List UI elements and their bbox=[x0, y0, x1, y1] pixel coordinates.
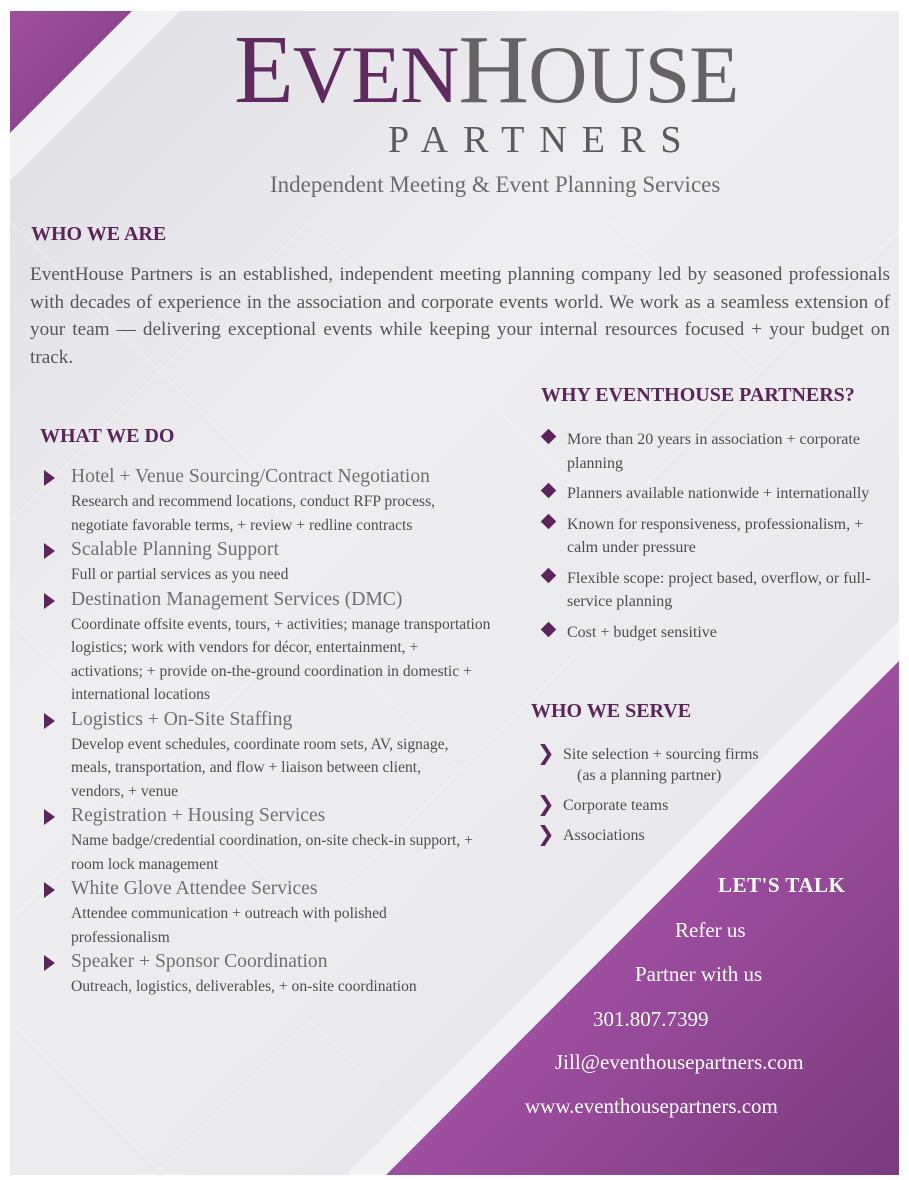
diamond-bullet-icon bbox=[541, 621, 557, 637]
service-title: Scalable Planning Support bbox=[71, 539, 279, 560]
brand-logo bbox=[234, 16, 874, 181]
logo-wordmark bbox=[234, 16, 739, 124]
service-title: Logistics + On-Site Staffing bbox=[71, 708, 293, 730]
serve-item bbox=[531, 822, 871, 846]
triangle-bullet-icon bbox=[44, 470, 55, 486]
why-item-text: More than 20 years in association + corporate planning bbox=[567, 431, 860, 472]
service-description: Coordinate offsite events, tours, + activities; manage transportation logistics; work with vendors for décor, entertainment, + activations; + provide on-the-ground coordination in domestic + international locations bbox=[71, 615, 491, 703]
service-description: Research and recommend locations, conduct RFP process, negotiate favorable terms, + review + redline contracts bbox=[71, 493, 436, 534]
why-list bbox=[531, 428, 871, 651]
serve-list bbox=[531, 741, 871, 855]
triangle-bullet-icon bbox=[44, 955, 55, 971]
service-item bbox=[30, 707, 500, 804]
website-link[interactable]: www.eventhousepartners.com bbox=[525, 1094, 778, 1118]
flyer-page bbox=[10, 11, 899, 1175]
service-item bbox=[30, 537, 500, 587]
service-item bbox=[30, 803, 500, 876]
diamond-bullet-icon bbox=[541, 513, 557, 529]
why-item bbox=[531, 567, 871, 614]
serve-item bbox=[531, 741, 871, 786]
chevron-right-icon: ❯ bbox=[537, 741, 555, 765]
why-item bbox=[531, 428, 871, 475]
phone-number[interactable]: 301.807.7399 bbox=[593, 1007, 709, 1031]
service-description: Develop event schedules, coordinate room sets, AV, signage, meals, transportation, and flow + liaison between client, vendors, + venue bbox=[71, 735, 449, 800]
why-item-text: Flexible scope: project based, overflow, or full-service planning bbox=[567, 569, 871, 610]
chevron-right-icon: ❯ bbox=[537, 822, 555, 846]
diamond-bullet-icon bbox=[541, 429, 557, 445]
service-item bbox=[30, 464, 500, 537]
triangle-bullet-icon bbox=[44, 713, 55, 729]
logo-text-ouse: OUSE bbox=[528, 29, 739, 120]
intro-paragraph: EventHouse Partners is an established, independent meeting planning company led by seasoned professionals with decades of experience in the association and corporate events world. We work as a seamless extension of your team — delivering exceptional events while keeping your internal resources focused + your budget on track. bbox=[30, 264, 890, 368]
why-item bbox=[531, 482, 871, 506]
serve-item-text: Site selection + sourcing firms bbox=[563, 746, 759, 763]
serve-item-text: Associations bbox=[563, 827, 645, 844]
service-description: Attendee communication + outreach with polished professionalism bbox=[71, 905, 387, 946]
triangle-bullet-icon bbox=[44, 593, 55, 609]
logo-letter-e: E bbox=[234, 16, 293, 124]
service-title: Registration + Housing Services bbox=[71, 805, 326, 826]
service-title: White Glove Attendee Services bbox=[71, 878, 318, 899]
partner-text: Partner with us bbox=[635, 962, 763, 986]
what-we-do-heading: WHAT WE DO bbox=[40, 425, 175, 447]
logo-subtitle: PARTNERS bbox=[388, 119, 697, 161]
lets-talk-heading: LET'S TALK bbox=[718, 873, 846, 897]
service-item bbox=[30, 949, 500, 999]
service-title: Destination Management Services (DMC) bbox=[71, 588, 403, 610]
diamond-bullet-icon bbox=[541, 483, 557, 499]
service-title: Hotel + Venue Sourcing/Contract Negotiation bbox=[71, 466, 430, 487]
triangle-bullet-icon bbox=[44, 882, 55, 898]
serve-item-text: Corporate teams bbox=[563, 797, 669, 814]
triangle-bullet-icon bbox=[44, 543, 55, 559]
who-we-are-heading: WHO WE ARE bbox=[31, 223, 167, 245]
serve-item bbox=[531, 792, 871, 816]
tagline: Independent Meeting & Event Planning Services bbox=[270, 172, 721, 197]
logo-letter-h: H bbox=[458, 16, 529, 124]
why-item-text: Planners available nationwide + internationally bbox=[567, 485, 870, 502]
service-item bbox=[30, 876, 500, 949]
service-item bbox=[30, 587, 500, 707]
service-description: Name badge/credential coordination, on-site check-in support, + room lock management bbox=[71, 832, 473, 873]
email-link[interactable]: Jill@eventhousepartners.com bbox=[555, 1050, 804, 1074]
why-item-text: Known for responsiveness, professionalism, + calm under pressure bbox=[567, 515, 864, 556]
service-title: Speaker + Sponsor Coordination bbox=[71, 951, 328, 972]
why-item bbox=[531, 513, 871, 560]
serve-item-subtext: (as a planning partner) bbox=[577, 767, 722, 784]
why-item bbox=[531, 621, 871, 645]
logo-text-ven: VEN bbox=[292, 29, 459, 120]
refer-us-text: Refer us bbox=[675, 918, 746, 942]
why-item-text: Cost + budget sensitive bbox=[567, 623, 717, 641]
services-list bbox=[30, 464, 500, 999]
service-description: Outreach, logistics, deliverables, + on-site coordination bbox=[71, 978, 417, 995]
triangle-bullet-icon bbox=[44, 809, 55, 825]
why-heading: WHY EVENTHOUSE PARTNERS? bbox=[541, 384, 855, 406]
who-we-serve-heading: WHO WE SERVE bbox=[531, 700, 692, 722]
chevron-right-icon: ❯ bbox=[537, 792, 555, 816]
diamond-bullet-icon bbox=[541, 567, 557, 583]
service-description: Full or partial services as you need bbox=[71, 566, 289, 583]
